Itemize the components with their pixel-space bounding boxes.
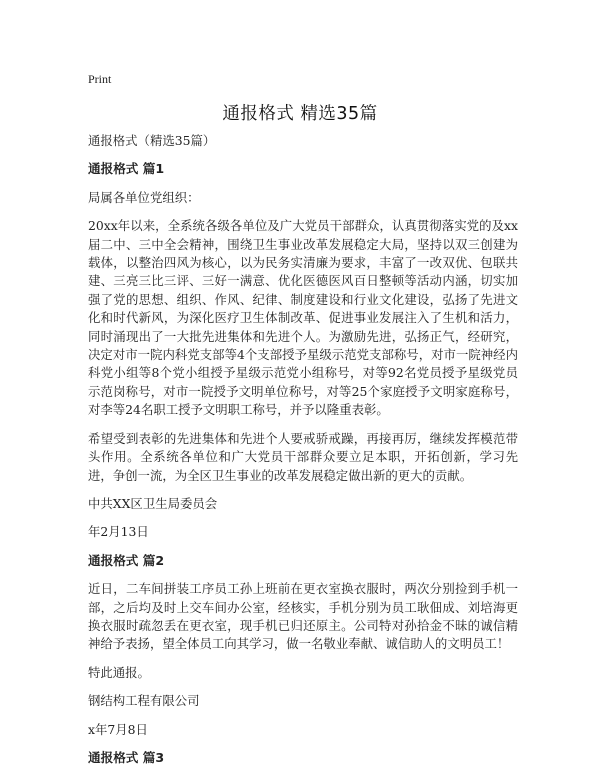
section-1-heading: 通报格式 篇1: [88, 161, 165, 177]
section-3-heading: 通报格式 篇3: [88, 749, 165, 765]
section-2-heading: 通报格式 篇2: [88, 552, 165, 568]
section-2-date: x年7月8日: [88, 721, 148, 737]
document-subtitle: 通报格式（精选35篇）: [88, 133, 216, 148]
section-2-signature: 钢结构工程有限公司: [88, 693, 200, 709]
section-1-paragraph-2: 希望受到表彰的先进集体和先进个人要戒骄戒躁，再接再厉，继续发挥模范带头作用。全系统各单位和广大党员干部群众要立足本职，开拓创新，学习先进，争创一流，为全区卫生事业的改革发展稳定做出新的更大的贡献。: [88, 430, 518, 483]
section-1-signature: 中共XX区卫生局委员会: [88, 495, 218, 511]
section-1-salutation: 局属各单位党组织：: [88, 189, 200, 205]
section-2-notice: 特此通报。: [88, 664, 150, 680]
print-label: Print: [88, 72, 112, 86]
section-1-date: 年2月13日: [88, 524, 149, 540]
document-body: [88, 132, 518, 776]
document-title: 通报格式 精选35篇: [222, 104, 378, 124]
section-2-paragraph-1: 近日，二车间拼装工序员工孙上班前在更衣室换衣服时，两次分别捡到手机一部，之后均及时上交车间办公室，经核实，手机分别为员工耿佃成、刘培海更换衣服时疏忽丢在更衣室，现手机已归还原主。公司特对孙拾金不昧的诚信精神给予表扬，望全体员工向其学习，做一名敬业奉献、诚信助人的文明员工！: [88, 581, 518, 652]
section-1-paragraph-1: 20xx年以来，全系统各级各单位及广大党员干部群众，认真贯彻落实党的及xx届二中、三中全会精神，围绕卫生事业改革发展稳定大局，坚持以双三创建为载体，以整治四风为核心，以为民务实清廉为要求，丰富了一改双优、包联共建、三亮三比三评、三好一满意、优化医德医风百日整顿等活动内涵，切实加强了党的思想、组织、作风、纪律、制度建设和行业文化建设，弘扬了先进文化和时代新风，为深化医疗卫生体制改革、促进事业发展注入了生机和活力，同时涌现出了一大批先进集体和先进个人。为激励先进，弘扬正气，经研究，决定对市一院内科党支部等4个支部授予星级示范党支部称号，对市一院神经内科党小组等8个党小组授予星级示范党小组称号，对等92名党员授予星级党员示范岗称号，对市一院授予文明单位称号，对等25个家庭授予文明家庭称号，对李等24名职工授予文明职工称号，并予以隆重表彰。: [88, 218, 518, 418]
